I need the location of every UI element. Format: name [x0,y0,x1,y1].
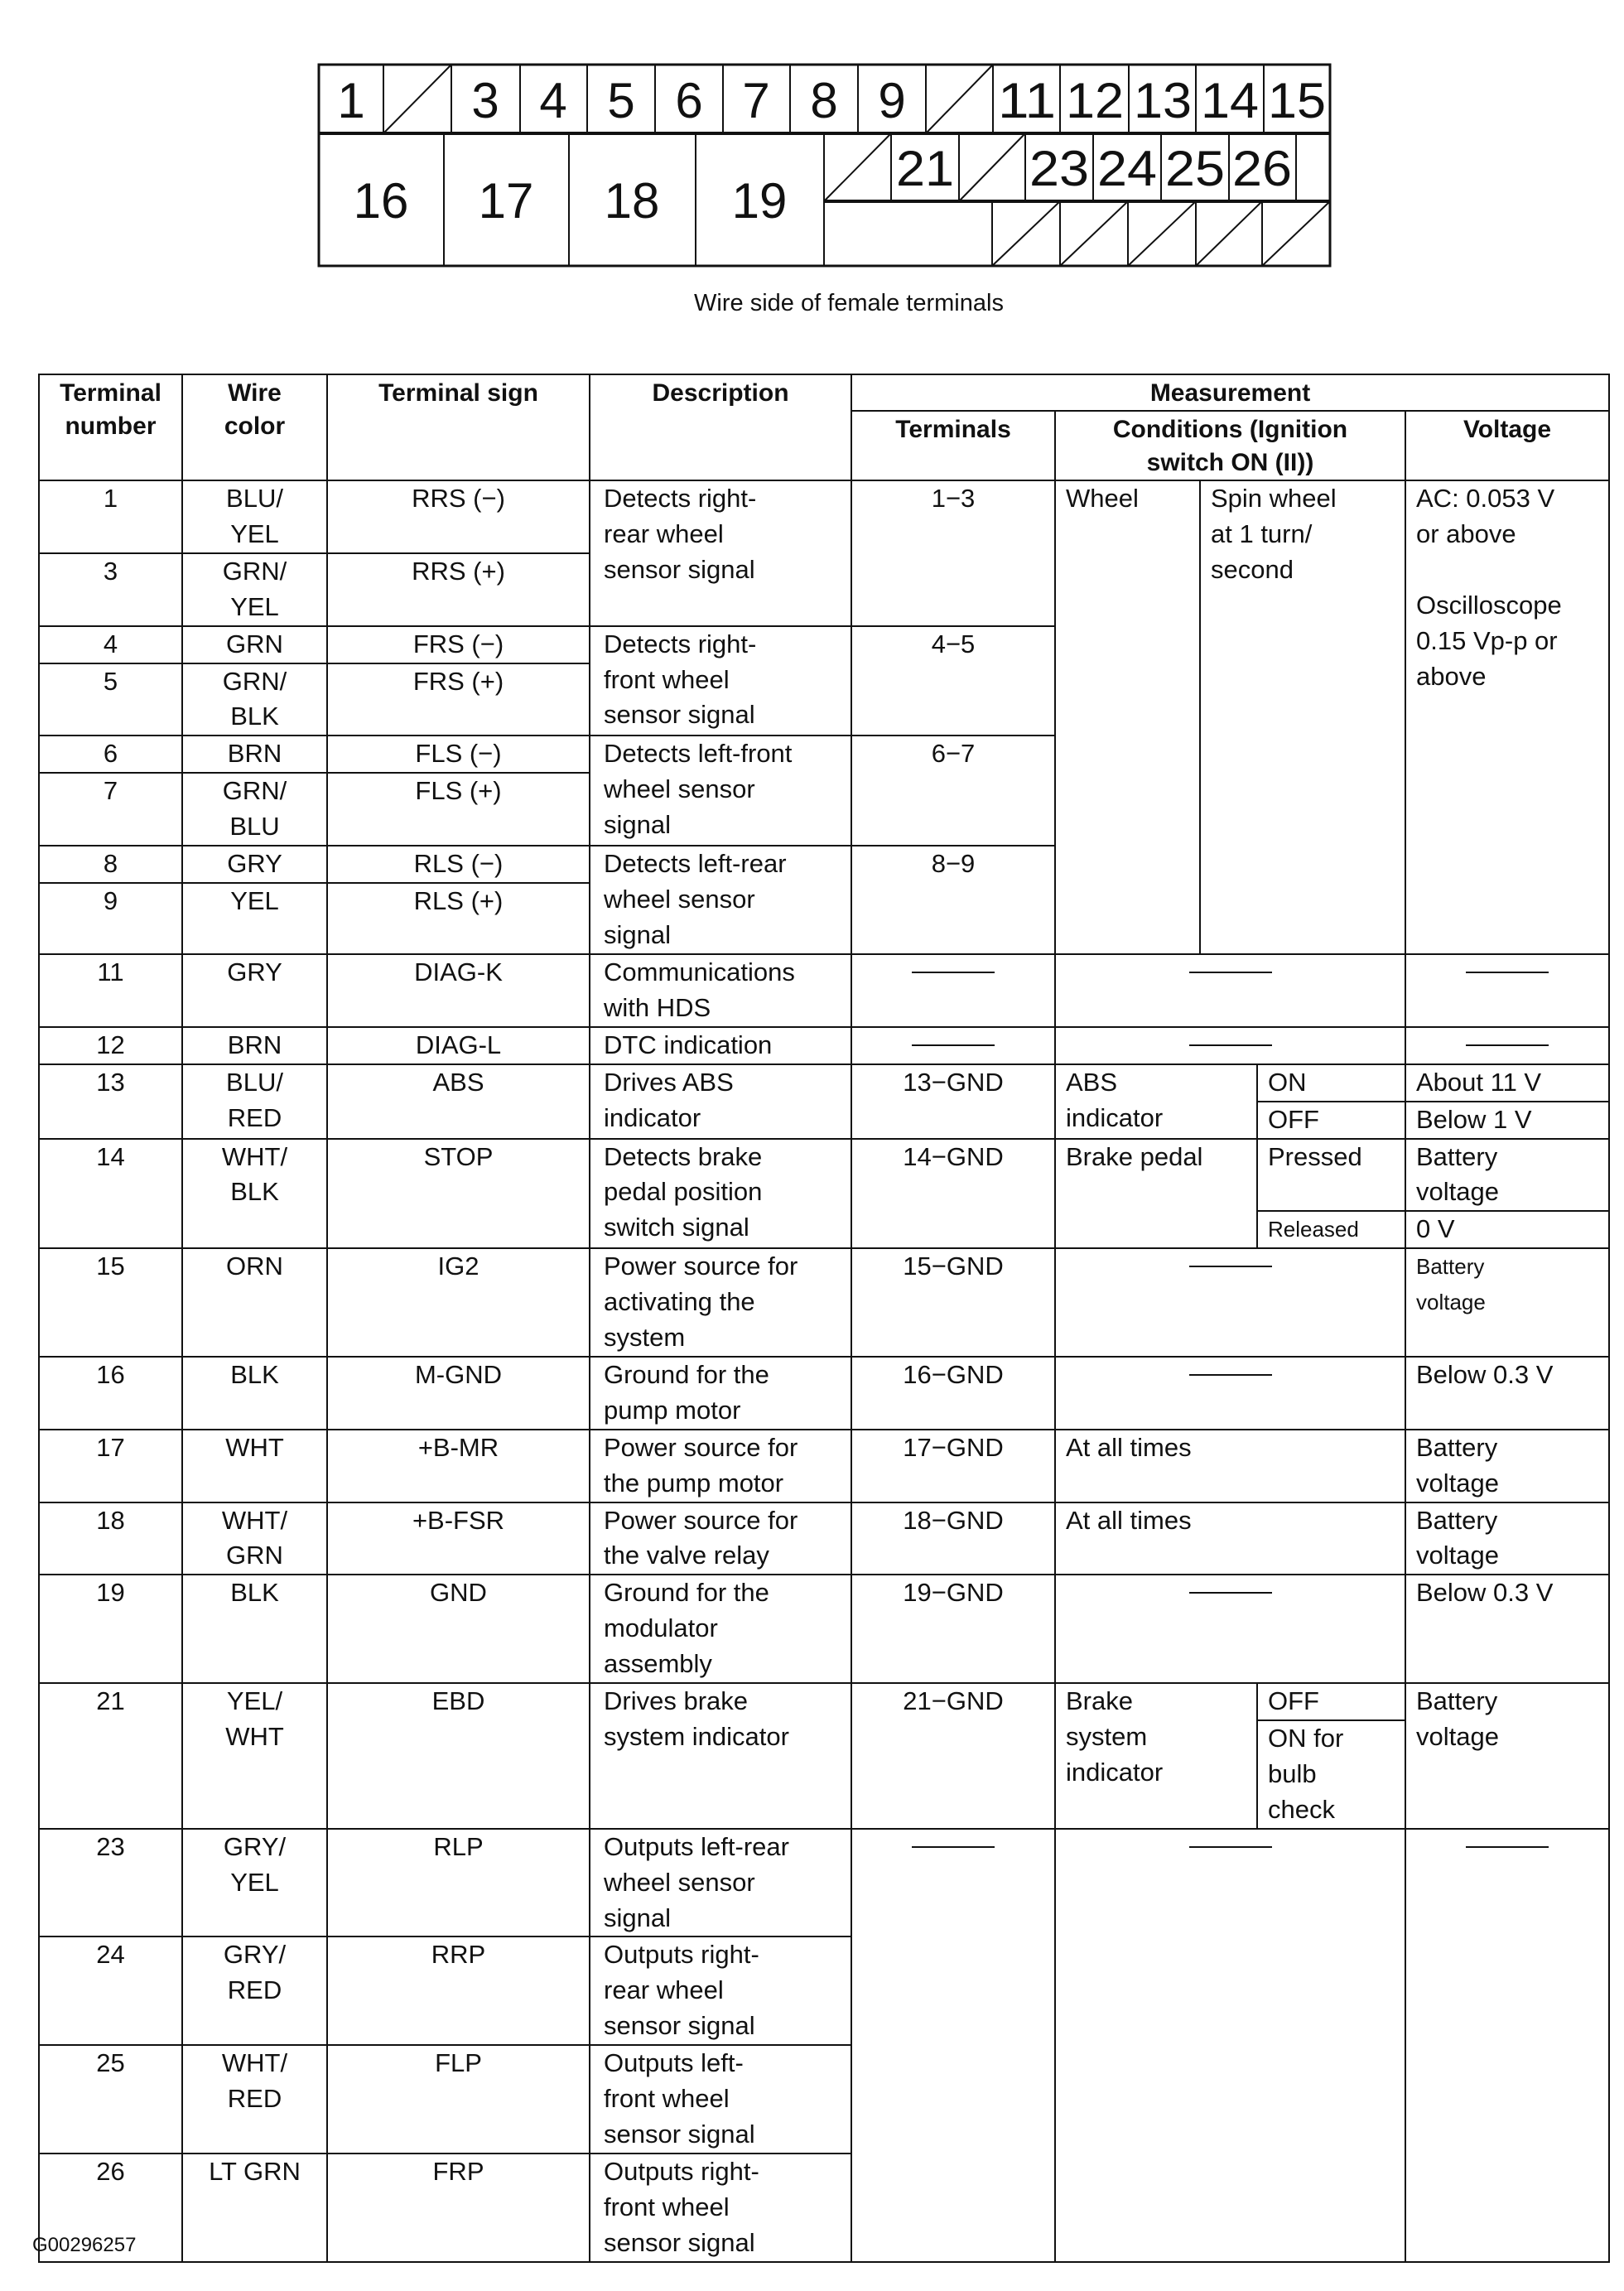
terminal-sign: FRS (−) [327,626,590,663]
description: Detects right- rear wheel sensor signal [590,480,851,626]
measure-terminals: 15−GND [851,1248,1055,1357]
wire-color: GRN/ YEL [182,553,327,626]
header-row [39,374,1609,411]
condition: At all times [1055,1502,1405,1575]
dash-mark [912,972,995,973]
terminal-sign: IG2 [327,1248,590,1357]
voltage: Battery voltage [1405,1139,1609,1212]
pin-label: 16 [353,173,409,229]
description: Outputs left-rear wheel sensor signal [590,1829,851,1937]
voltage: 0 V [1405,1211,1609,1248]
description: Detects left-front wheel sensor signal [590,736,851,846]
figure-id: G00296257 [32,2234,137,2256]
table-row [39,1575,1609,1683]
terminal-sign: RRS (+) [327,553,590,626]
wire-color: GRY [182,954,327,1027]
table-row [39,480,1609,553]
voltage: Battery voltage [1405,1502,1609,1575]
pin-label: 8 [810,73,838,128]
dash-mark [1466,972,1549,973]
measure-terminals-na [851,1829,1055,2262]
terminal-number: 13 [39,1064,182,1139]
terminal-number: 11 [39,954,182,1027]
condition-state: ON for bulb check [1257,1720,1405,1829]
condition-state: Released [1257,1211,1405,1248]
wire-color: YEL/ WHT [182,1683,327,1829]
condition-na [1055,1829,1405,2262]
voltage: Battery voltage [1405,1683,1609,1829]
condition-state: OFF [1257,1102,1405,1139]
pin-label: 3 [471,73,499,128]
measure-terminals: 18−GND [851,1502,1055,1575]
description: Outputs right- front wheel sensor signal [590,2154,851,2262]
table-row [39,1430,1609,1502]
wire-color: WHT/ RED [182,2045,327,2154]
condition-na [1055,1575,1405,1683]
description: Ground for the modulator assembly [590,1575,851,1683]
table-row [39,1139,1609,1212]
voltage: Below 0.3 V [1405,1357,1609,1430]
terminal-number: 3 [39,553,182,626]
terminal-number: 23 [39,1829,182,1937]
header-measurement: Measurement [851,374,1609,411]
table-row [39,954,1609,1027]
wire-color: BRN [182,1027,327,1064]
wire-color: WHT [182,1430,327,1502]
condition-state: Pressed [1257,1139,1405,1212]
condition-detail: Spin wheel at 1 turn/ second [1200,480,1405,954]
connector-caption: Wire side of female terminals [694,290,1004,316]
terminal-sign: EBD [327,1683,590,1829]
pin-label: 21 [896,141,954,196]
pin-label: 25 [1165,141,1225,196]
voltage: Battery voltage [1405,1430,1609,1502]
dash-mark [1189,1846,1272,1848]
wire-color: GRY/ RED [182,1936,327,2045]
description: Outputs right- rear wheel sensor signal [590,1936,851,2045]
measure-terminals: 6−7 [851,736,1055,846]
terminal-sign: FLP [327,2045,590,2154]
measure-terminals-na [851,1027,1055,1064]
dash-mark [1189,1266,1272,1267]
terminal-table [38,374,1610,2263]
wire-color: BLK [182,1357,327,1430]
voltage: Below 0.3 V [1405,1575,1609,1683]
condition: Brake system indicator [1055,1683,1257,1829]
description: Power source for activating the system [590,1248,851,1357]
terminal-sign: RLS (+) [327,883,590,954]
dash-mark [1189,1374,1272,1376]
terminal-sign: GND [327,1575,590,1683]
wire-color: LT GRN [182,2154,327,2262]
table-row [39,1357,1609,1430]
wire-color: ORN [182,1248,327,1357]
dash-mark [912,1044,995,1046]
description: Drives brake system indicator [590,1683,851,1829]
wire-color: GRY/ YEL [182,1829,327,1937]
terminal-number: 16 [39,1357,182,1430]
terminal-number: 12 [39,1027,182,1064]
condition-state: OFF [1257,1683,1405,1720]
wire-color: BLK [182,1575,327,1683]
terminal-sign: M-GND [327,1357,590,1430]
header-terminal-number: Terminal number [39,374,182,480]
terminal-sign: FRP [327,2154,590,2262]
header-terminal-sign: Terminal sign [327,374,590,480]
condition: ABS indicator [1055,1064,1257,1139]
table-row [39,1502,1609,1575]
description: Power source for the valve relay [590,1502,851,1575]
table-row [39,1683,1609,1720]
table-row [39,1027,1609,1064]
terminal-sign: RRP [327,1936,590,2045]
pin-label: 24 [1097,141,1157,196]
terminal-number: 6 [39,736,182,773]
terminal-sign: DIAG-K [327,954,590,1027]
pin-label: 26 [1232,141,1292,196]
measure-terminals: 17−GND [851,1430,1055,1502]
description: Communications with HDS [590,954,851,1027]
table-row [39,1064,1609,1102]
voltage: Battery voltage [1405,1248,1609,1357]
header-description: Description [590,374,851,480]
table-row [39,1248,1609,1357]
description: Drives ABS indicator [590,1064,851,1139]
condition-na [1055,954,1405,1027]
measure-terminals: 4−5 [851,626,1055,736]
terminal-sign: +B-MR [327,1430,590,1502]
pin-label: 23 [1029,141,1089,196]
voltage: About 11 V [1405,1064,1609,1102]
dash-mark [1466,1044,1549,1046]
voltage: Below 1 V [1405,1102,1609,1139]
pin-label: 18 [604,173,660,229]
header-conditions: Conditions (Ignition switch ON (II)) [1055,411,1405,480]
pin-label: 5 [607,73,635,128]
pin-label: 15 [1268,73,1326,128]
measure-terminals: 14−GND [851,1139,1055,1249]
pin-label: 17 [478,173,534,229]
pin-label: 7 [742,73,770,128]
measure-terminals: 1−3 [851,480,1055,626]
dash-mark [1189,1044,1272,1046]
terminal-number: 26 [39,2154,182,2262]
voltage-na [1405,1027,1609,1064]
dash-mark [1189,1592,1272,1594]
condition-na [1055,1357,1405,1430]
description: Detects left-rear wheel sensor signal [590,846,851,954]
terminal-number: 9 [39,883,182,954]
wire-color: YEL [182,883,327,954]
wire-color: BLU/ RED [182,1064,327,1139]
connector-diagram [0,0,1624,282]
terminal-number: 21 [39,1683,182,1829]
wire-color: GRY [182,846,327,883]
terminal-sign: FLS (+) [327,773,590,846]
voltage-na [1405,954,1609,1027]
voltage-na [1405,1829,1609,2262]
condition: Wheel [1055,480,1200,954]
terminal-number: 7 [39,773,182,846]
header-voltage: Voltage [1405,411,1609,480]
terminal-number: 4 [39,626,182,663]
pin-label: 14 [1201,73,1259,128]
terminal-number: 19 [39,1575,182,1683]
terminal-number: 5 [39,663,182,736]
terminal-sign: STOP [327,1139,590,1249]
description: Detects brake pedal position switch signal [590,1139,851,1249]
terminal-number: 1 [39,480,182,553]
pin-label: 6 [675,73,703,128]
condition-na [1055,1248,1405,1357]
measure-terminals: 21−GND [851,1683,1055,1829]
terminal-sign: FLS (−) [327,736,590,773]
condition: Brake pedal [1055,1139,1257,1249]
dash-mark [1189,972,1272,973]
description: Outputs left- front wheel sensor signal [590,2045,851,2154]
measure-terminals-na [851,954,1055,1027]
dash-mark [1466,1846,1549,1848]
description: Power source for the pump motor [590,1430,851,1502]
terminal-number: 15 [39,1248,182,1357]
terminal-number: 17 [39,1430,182,1502]
pin-label: 11 [998,73,1056,128]
pin-label: 12 [1066,73,1124,128]
description: Ground for the pump motor [590,1357,851,1430]
terminal-sign: RRS (−) [327,480,590,553]
measure-terminals: 8−9 [851,846,1055,954]
pin-label: 4 [539,73,567,128]
wire-color: WHT/ BLK [182,1139,327,1249]
wire-color: BLU/ YEL [182,480,327,553]
pin-label: 19 [731,173,788,229]
wire-color: BRN [182,736,327,773]
condition: At all times [1055,1430,1405,1502]
condition-state: ON [1257,1064,1405,1102]
description: Detects right- front wheel sensor signal [590,626,851,736]
wire-color: GRN/ BLU [182,773,327,846]
wire-color: GRN/ BLK [182,663,327,736]
description: DTC indication [590,1027,851,1064]
dash-mark [912,1846,995,1848]
terminal-sign: +B-FSR [327,1502,590,1575]
condition-na [1055,1027,1405,1064]
table-row [39,1829,1609,1937]
terminal-sign: ABS [327,1064,590,1139]
pin-label: 9 [878,73,906,128]
terminal-number: 14 [39,1139,182,1249]
header-terminals: Terminals [851,411,1055,480]
terminal-number: 18 [39,1502,182,1575]
terminal-sign: DIAG-L [327,1027,590,1064]
terminal-sign: RLS (−) [327,846,590,883]
terminal-number: 24 [39,1936,182,2045]
measure-terminals: 19−GND [851,1575,1055,1683]
terminal-sign: RLP [327,1829,590,1937]
pin-label: 13 [1134,73,1192,128]
wire-color: WHT/ GRN [182,1502,327,1575]
pin-label: 1 [337,73,365,128]
terminal-number: 25 [39,2045,182,2154]
terminal-number: 8 [39,846,182,883]
measure-terminals: 16−GND [851,1357,1055,1430]
measure-terminals: 13−GND [851,1064,1055,1139]
header-wire-color: Wire color [182,374,327,480]
wire-color: GRN [182,626,327,663]
voltage: AC: 0.053 V or above Oscilloscope 0.15 Vp-p or above [1405,480,1609,954]
terminal-sign: FRS (+) [327,663,590,736]
